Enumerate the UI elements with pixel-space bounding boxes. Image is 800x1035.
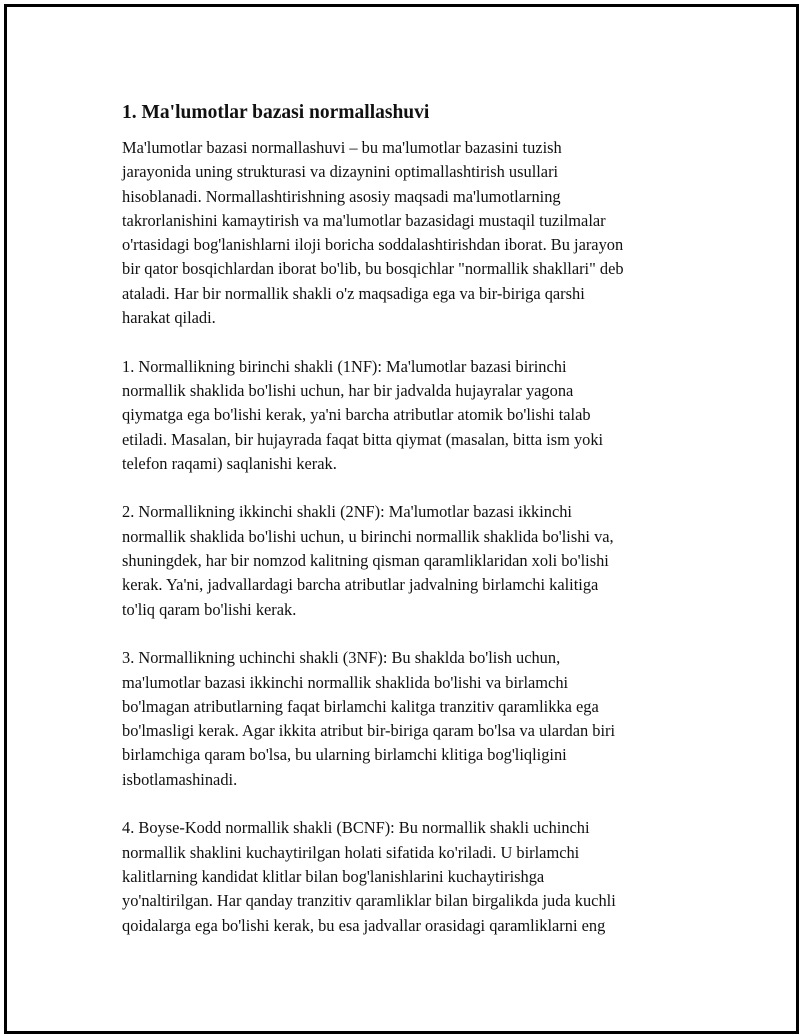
text-line: bir qator bosqichlardan iborat bo'lib, bu bosqichlar "normallik shakllari" deb	[122, 259, 624, 279]
paragraph-gap	[122, 330, 682, 354]
text-line: normallik shaklini kuchaytirilgan holati sifatida ko'riladi. U birlamchi	[122, 842, 580, 862]
paragraph-gap	[122, 792, 682, 816]
text-line: ma'lumotlar bazasi ikkinchi normallik shaklida bo'lishi va birlamchi	[122, 672, 569, 692]
paragraph-3nf	[122, 646, 682, 792]
text-line: hisoblanadi. Normallashtirishning asosiy maqsadi ma'lumotlarning	[122, 186, 561, 206]
text-line: birlamchiga qaram bo'lsa, bu ularning birlamchi klitiga bog'liqligini	[122, 745, 567, 765]
document-page	[4, 4, 799, 1034]
paragraph-gap	[122, 622, 682, 646]
text-line: telefon raqami) saqlanishi kerak.	[122, 453, 337, 473]
text-line: qoidalarga ega bo'lishi kerak, bu esa jadvallar orasidagi qaramliklarni eng	[122, 915, 606, 935]
text-line: 4. Boyse-Kodd normallik shakli (BCNF): Bu normallik shakli uchinchi	[122, 818, 590, 838]
text-line: yo'naltirilgan. Har qanday tranzitiv qaramliklar bilan birgalikda juda kuchli	[122, 891, 616, 911]
paragraph-2nf	[122, 500, 682, 621]
text-line: isbotlamashinadi.	[122, 769, 238, 789]
text-line: qiymatga ega bo'lishi kerak, ya'ni barcha atributlar atomik bo'lishi talab	[122, 405, 591, 425]
paragraph-intro	[122, 136, 682, 330]
text-line: bo'lmagan atributlarning faqat birlamchi kalitga tranzitiv qaramlikka ega	[122, 696, 599, 716]
text-line: kalitlarning kandidat klitlar bilan bog'lanishlarini kuchaytirishga	[122, 866, 545, 886]
text-line: normallik shaklida bo'lishi uchun, u birinchi normallik shaklida bo'lishi va,	[122, 526, 614, 546]
text-line: kerak. Ya'ni, jadvallardagi barcha atributlar jadvalning birlamchi kalitiga	[122, 575, 599, 595]
paragraph-bcnf	[122, 816, 682, 937]
text-line: to'liq qaram bo'lishi kerak.	[122, 599, 297, 619]
text-line: o'rtasidagi bog'lanishlarni iloji boricha soddalashtirishdan iborat. Bu jarayon	[122, 235, 624, 255]
text-line: normallik shaklida bo'lishi uchun, har bir jadvalda hujayralar yagona	[122, 380, 574, 400]
paragraph-gap	[122, 476, 682, 500]
document-content	[122, 100, 682, 938]
text-line: 1. Normallikning birinchi shakli (1NF): Ma'lumotlar bazasi birinchi	[122, 356, 567, 376]
text-line: Ma'lumotlar bazasi normallashuvi – bu ma'lumotlar bazasini tuzish	[122, 138, 562, 157]
text-line: 3. Normallikning uchinchi shakli (3NF): Bu shaklda bo'lish uchun,	[122, 648, 561, 668]
text-line: 2. Normallikning ikkinchi shakli (2NF): Ma'lumotlar bazasi ikkinchi	[122, 502, 572, 522]
text-line: shuningdek, har bir nomzod kalitning qisman qaramliklaridan xoli bo'lishi	[122, 551, 609, 571]
text-line: harakat qiladi.	[122, 308, 216, 328]
text-line: bo'lmasligi kerak. Agar ikkita atribut bir-biriga qaram bo'lsa va ulardan biri	[122, 721, 616, 741]
text-line: takrorlanishini kamaytirish va ma'lumotlar bazasidagi mustaqil tuzilmalar	[122, 210, 606, 230]
section-heading: 1. Ma'lumotlar bazasi normallashuvi	[122, 102, 430, 123]
text-line: ataladi. Har bir normallik shakli o'z maqsadiga ega va bir-biriga qarshi	[122, 283, 585, 303]
text-line: jarayonida uning strukturasi va dizaynini optimallashtirish usullari	[122, 162, 559, 182]
paragraph-1nf	[122, 355, 682, 476]
text-line: etiladi. Masalan, bir hujayrada faqat bitta qiymat (masalan, bitta ism yoki	[122, 429, 604, 449]
